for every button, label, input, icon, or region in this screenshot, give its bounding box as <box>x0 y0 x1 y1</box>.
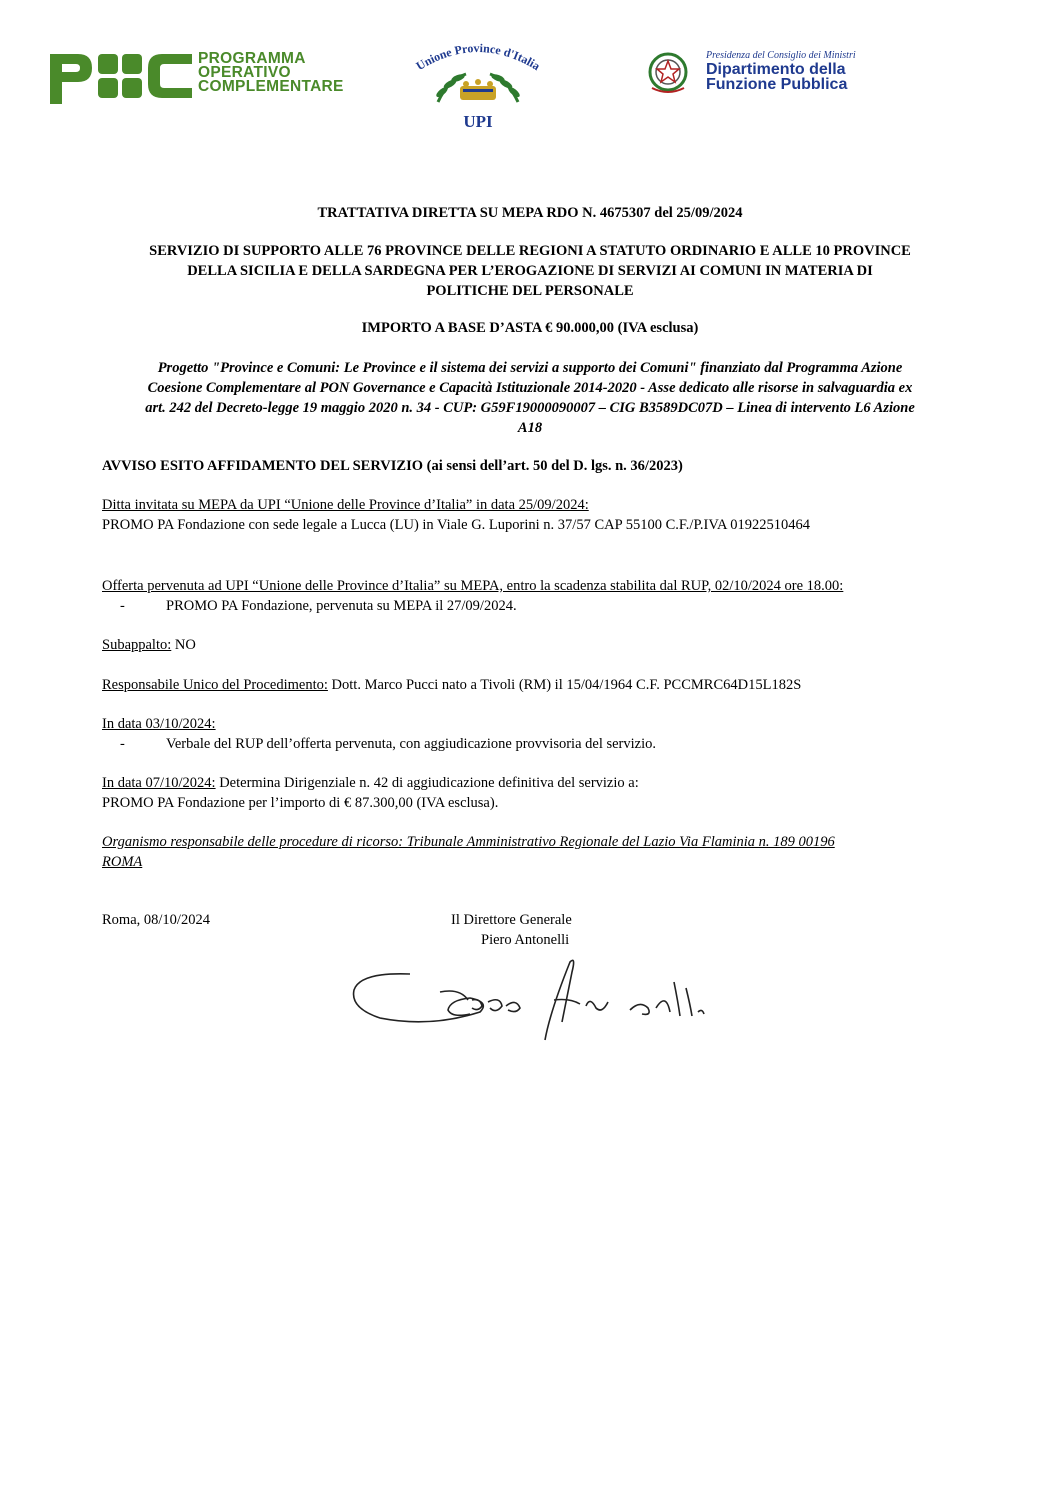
upi-logo <box>408 40 548 136</box>
signatory-role: Il Direttore Generale <box>451 912 572 928</box>
date1-bullet-text: Verbale del RUP dell’offerta pervenuta, con aggiudicazione provvisoria del servizio. <box>166 736 657 752</box>
invited-label: Ditta invitata su MEPA da UPI “Unione delle Province d’Italia” in data 25/09/2024: <box>102 497 589 513</box>
project-line1: Progetto "Province e Comuni: Le Province e il sistema dei servizi a supporto dei Comuni" finanziato dal Programma Azione <box>157 360 903 376</box>
offer-bullet <box>120 597 517 617</box>
upi-label: UPI <box>463 112 493 131</box>
signatory-name: Piero Antonelli <box>481 932 570 948</box>
date2-label: In data 07/10/2024: <box>102 775 216 791</box>
offer-bullet-text: PROMO PA Fondazione, pervenuta su MEPA il 27/09/2024. <box>166 598 517 614</box>
rup-label: Responsabile Unico del Procedimento: <box>102 677 328 693</box>
subcontract-label: Subappalto: <box>102 637 172 653</box>
date1-label: In data 03/10/2024: <box>102 716 216 732</box>
offer-received <box>102 577 962 597</box>
base-amount: IMPORTO A BASE D’ASTA € 90.000,00 (IVA esclusa) <box>361 320 699 336</box>
rup-value: Dott. Marco Pucci nato a Tivoli (RM) il 15/04/1964 C.F. PCCMRC64D15L182S <box>327 677 802 693</box>
project-line3: art. 242 del Decreto-legge 19 maggio 2020 n. 34 - CUP: G59F19000090007 – CIG B3589DC07D – Linea di intervento L6 Azione <box>145 400 915 416</box>
place-date: Roma, 08/10/2024 <box>102 912 210 928</box>
invited-company <box>102 496 962 535</box>
appeal-line1: Organismo responsabile delle procedure di ricorso: Tribunale Amministrativo Regionale del Lazio Via Flaminia n. 189 00196 <box>102 834 835 850</box>
subcontract <box>102 636 962 656</box>
appeal-line2: ROMA <box>102 853 143 870</box>
rup <box>102 676 962 696</box>
offer-label: Offerta pervenuta ad UPI “Unione delle Province d’Italia” su MEPA, entro la scadenza stabilita dal RUP, 02/10/2024 ore 18.00: <box>102 578 844 594</box>
date1-bullet <box>120 735 656 755</box>
date2-text: Determina Dirigenziale n. 42 di aggiudicazione definitiva del servizio a: <box>215 775 639 791</box>
poc-line2: OPERATIVO <box>198 64 291 81</box>
poc-logo-text <box>198 52 344 94</box>
project-line2: Coesione Complementare al PON Governance e Capacità Istituzionale 2014-2020 - Asse dedicato alle risorse in salvaguardia ex <box>147 380 913 396</box>
service-description <box>100 241 960 301</box>
dfp-line1: Dipartimento della <box>706 61 846 78</box>
dfp-department-text <box>706 62 847 92</box>
republic-emblem-icon <box>640 48 700 96</box>
service-line1: SERVIZIO DI SUPPORTO ALLE 76 PROVINCE DELLE REGIONI A STATUTO ORDINARIO E ALLE 10 PROVINCE <box>149 243 911 259</box>
award-notice-heading: AVVISO ESITO AFFIDAMENTO DEL SERVIZIO (ai sensi dell’art. 50 del D. lgs. n. 36/2023) <box>102 458 683 474</box>
bullet-dash: - <box>120 736 125 752</box>
dfp-line2: Funzione Pubblica <box>706 76 848 93</box>
poc-line3: COMPLEMENTARE <box>198 78 344 95</box>
date2-section <box>102 774 962 813</box>
appeal-body <box>102 833 962 872</box>
invited-text: PROMO PA Fondazione con sede legale a Lucca (LU) in Viale G. Luporini n. 37/57 CAP 55100 C.F./P.IVA 01922510464 <box>102 516 811 533</box>
bullet-dash: - <box>120 598 125 614</box>
poc-logo-mark <box>46 48 196 106</box>
dfp-presidency-text: Presidenza del Consiglio dei Ministri <box>706 50 856 61</box>
project-description <box>100 358 960 438</box>
date2-line2: PROMO PA Fondazione per l’importo di € 87.300,00 (IVA esclusa). <box>102 794 499 811</box>
poc-logo <box>46 48 346 106</box>
service-line3: POLITICHE DEL PERSONALE <box>426 283 634 299</box>
svg-text:Unione Province d'Italia: Unione Province d'Italia <box>413 40 543 74</box>
handwritten-signature <box>340 952 720 1052</box>
dfp-logo <box>640 48 900 98</box>
project-line4: A18 <box>517 420 543 436</box>
upi-emblem-icon <box>408 40 548 112</box>
date1-section <box>102 715 962 735</box>
poc-line1: PROGRAMMA <box>198 50 306 67</box>
service-line2: DELLA SICILIA E DELLA SARDEGNA PER L’EROGAZIONE DI SERVIZI AI COMUNI IN MATERIA DI <box>187 263 873 279</box>
subcontract-value: NO <box>171 637 196 653</box>
document-title: TRATTATIVA DIRETTA SU MEPA RDO N. 4675307 del 25/09/2024 <box>317 205 743 221</box>
